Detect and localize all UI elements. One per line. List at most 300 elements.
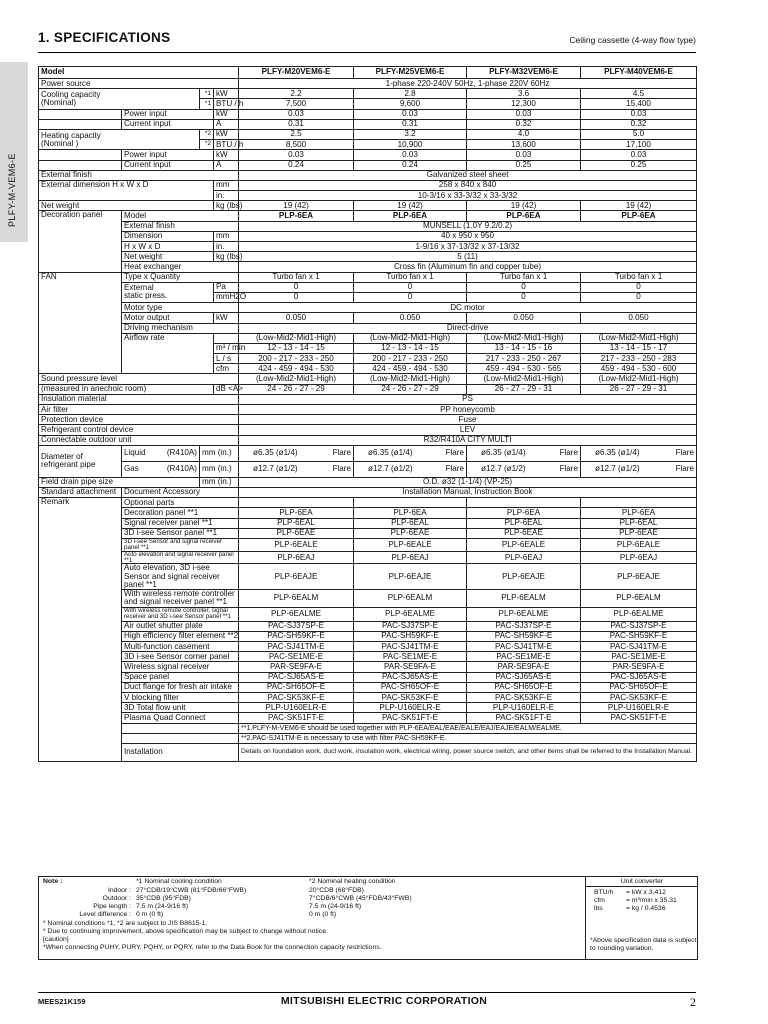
- value-cell: 0.03: [467, 109, 581, 119]
- decoration-dim-in-row: [39, 242, 697, 252]
- value-cell: 200 - 217 - 233 - 250: [239, 354, 354, 364]
- unit: mmH2O: [214, 292, 239, 302]
- value-cell: 0.24: [354, 160, 467, 170]
- value-cell: 0: [467, 292, 581, 302]
- pipe-cell: [467, 461, 581, 477]
- optional-part-row: [39, 703, 697, 713]
- fan-airflow-header-row: [39, 333, 697, 343]
- part-value: PAC-SH65OF-E: [239, 682, 354, 692]
- value-cell: 0.24: [239, 160, 354, 170]
- value-cell: (Low-Mid2-Mid1-High): [467, 333, 581, 343]
- part-value: PLP-6EALE: [467, 538, 581, 551]
- pipe-connection: Flare: [675, 448, 695, 458]
- remark-note-row: [39, 723, 697, 733]
- part-value: PAC-SK53KF-E: [581, 693, 697, 703]
- cooling-condition: 7.5 m (24-9/16 ft): [136, 903, 189, 910]
- row-label: Connectable outdoor unit: [39, 435, 239, 445]
- part-value: PAC-SH65OF-E: [581, 682, 697, 692]
- part-name: 3D i-see Sensor panel **1: [122, 528, 239, 538]
- value-cell: 459 - 494 - 530 - 600: [581, 364, 697, 374]
- empty-cell: [354, 498, 467, 508]
- optional-part-row: [39, 672, 697, 682]
- row-value: 10-3/16 x 33-3/32 x 33-3/32: [239, 191, 697, 201]
- part-value: PAC-SK53KF-E: [354, 693, 467, 703]
- row-label: Motor type: [122, 303, 239, 313]
- part-value: PAC-SJ41TM-E: [239, 642, 354, 652]
- value-cell: 0.050: [354, 313, 467, 323]
- fan-esp-pa-row: [39, 282, 697, 292]
- pipe-connection: Flare: [445, 448, 465, 458]
- remark-note: **1.PLFY-M-VEM6-E should be used together with PLP-6EA/EAL/EAE/EALE/EAJ/EAJE/EALM/EALME.: [239, 723, 697, 733]
- part-name: Wireless signal receiver: [122, 662, 239, 672]
- label-line: (Nominal): [41, 97, 77, 107]
- value-cell: 0.32: [467, 119, 581, 129]
- unit: mm (in.): [200, 445, 239, 461]
- part-name: Signal receiver panel **1: [122, 518, 239, 528]
- value-cell: 15,400: [581, 99, 697, 109]
- condition-label: Pipe length :: [93, 903, 131, 910]
- unit: BTU / h: [214, 140, 239, 150]
- optional-part-row: [39, 551, 697, 564]
- part-value: PAC-SK51FT-E: [239, 713, 354, 723]
- converter-unit: BTU/h: [594, 889, 614, 896]
- value-cell: 26 - 27 - 29 - 31: [581, 384, 697, 394]
- label-line: Cooling capacity: [41, 89, 101, 99]
- value-cell: 19 (42): [581, 201, 697, 211]
- cooling-power-row: [39, 109, 697, 119]
- heating-condition-title: *2 Nominal heating condition: [309, 878, 396, 885]
- part-value: PLP-6EALM: [581, 589, 697, 607]
- row-label: Optional parts: [122, 498, 239, 508]
- value-cell: 13,600: [467, 140, 581, 150]
- value-cell: 3.2: [354, 129, 467, 139]
- part-value: PAC-SE1ME-E: [239, 652, 354, 662]
- model-header: PLFY-M40VEM6-E: [581, 67, 697, 79]
- pipe-connection: Flare: [332, 464, 352, 474]
- unit-converter: [585, 877, 698, 959]
- value-cell: 0.31: [239, 119, 354, 129]
- part-value: PLP-6EA: [581, 508, 697, 518]
- part-value: PAC-SK53KF-E: [239, 693, 354, 703]
- value-cell: PLP-6EA: [467, 211, 581, 221]
- row-label: Current input: [122, 160, 214, 170]
- pipe-connection: Flare: [559, 464, 579, 474]
- unit: kW: [214, 150, 239, 160]
- value-cell: 0.03: [581, 150, 697, 160]
- row-label: Airflow rate: [122, 333, 214, 374]
- row-value: 5 (11): [239, 252, 697, 262]
- part-value: PLP-6EAJ: [239, 551, 354, 564]
- part-value: PAC-SJ41TM-E: [467, 642, 581, 652]
- part-value: PAC-SJ41TM-E: [354, 642, 467, 652]
- part-value: PLP-U160ELR-E: [239, 703, 354, 713]
- row-label: Standard attachment: [39, 487, 122, 497]
- heating-condition: 7.5 m (24-9/16 ft): [309, 903, 362, 910]
- value-cell: 0: [239, 282, 354, 292]
- value-cell: 0: [581, 282, 697, 292]
- part-name: Air outlet shutter plate: [122, 621, 239, 631]
- part-value: PAC-SJ37SP-E: [581, 621, 697, 631]
- pipe-type-label: Liquid: [124, 448, 146, 458]
- label-line: (Nominal ): [41, 138, 79, 148]
- value-cell: 0: [354, 282, 467, 292]
- pipe-size: ø6.35 (ø1/4): [368, 448, 413, 458]
- esp-label: [122, 282, 214, 302]
- part-value: PAC-SH59KF-E: [581, 631, 697, 641]
- cooling-condition: 27°CDB/19°CWB (81°FDB/66°FWB): [136, 887, 247, 894]
- pipe-cell: [239, 461, 354, 477]
- row-value: 40 x 950 x 950: [239, 231, 697, 241]
- row-label: Driving mechanism: [122, 323, 239, 333]
- value-cell: 0.03: [354, 109, 467, 119]
- value-cell: 217 - 233 - 250 - 283: [581, 354, 697, 364]
- page-number: 2: [690, 995, 696, 1009]
- value-cell: 0: [239, 292, 354, 302]
- heat-exchanger-row: [39, 262, 697, 272]
- footer-rule: [38, 992, 696, 993]
- part-name: 3D i-see Sensor and signal receiver panel **1: [122, 538, 239, 551]
- note-ref: *1: [200, 99, 214, 109]
- part-value: PLP-6EALME: [354, 607, 467, 621]
- part-value: PAC-SJ37SP-E: [239, 621, 354, 631]
- label-line: Diameter of: [41, 452, 83, 462]
- optional-part-row: [39, 662, 697, 672]
- footnote: [caution]: [43, 936, 69, 943]
- value-cell: (Low-Mid2-Mid1-High): [239, 374, 354, 384]
- pipe-type: [122, 445, 200, 461]
- part-value: PLP-U160ELR-E: [467, 703, 581, 713]
- value-cell: 19 (42): [239, 201, 354, 211]
- part-value: PAC-SH59KF-E: [239, 631, 354, 641]
- empty-cell: [581, 498, 697, 508]
- row-value: 1-9/16 x 37-13/32 x 37-13/32: [239, 242, 697, 252]
- heating-condition: 0 m (0 ft): [309, 911, 337, 918]
- part-value: PAC-SE1ME-E: [354, 652, 467, 662]
- value-cell: 4.0: [467, 129, 581, 139]
- part-name: Space panel: [122, 672, 239, 682]
- part-name: 3D i-see Sensor corner panel: [122, 652, 239, 662]
- part-value: PAC-SH65OF-E: [467, 682, 581, 692]
- part-value: PLP-6EAL: [581, 518, 697, 528]
- side-tab: [0, 62, 28, 242]
- pipe-type: [122, 461, 200, 477]
- part-value: PLP-6EALM: [467, 589, 581, 607]
- condition-label: Level difference :: [79, 911, 131, 918]
- value-cell: 424 - 459 - 494 - 530: [354, 364, 467, 374]
- part-value: PLP-6EA: [467, 508, 581, 518]
- row-value: 1-phase 220-240V 50Hz, 1-phase 220V 60Hz: [239, 79, 697, 89]
- part-value: PAC-SJ65AS-E: [467, 672, 581, 682]
- company-name: MITSUBISHI ELECTRIC CORPORATION: [280, 995, 488, 1007]
- optional-part-row: [39, 589, 697, 607]
- value-cell: 459 - 494 - 530 - 565: [467, 364, 581, 374]
- value-cell: 0.03: [239, 109, 354, 119]
- part-value: PAR-SE9FA-E: [354, 662, 467, 672]
- part-value: PLP-6EAL: [239, 518, 354, 528]
- pipe-cell: [239, 445, 354, 461]
- refrigerant-ref: (R410A): [166, 464, 197, 474]
- value-cell: (Low-Mid2-Mid1-High): [354, 374, 467, 384]
- value-cell: 2.8: [354, 89, 467, 99]
- part-value: PAC-SK53KF-E: [467, 693, 581, 703]
- value-cell: 0: [581, 292, 697, 302]
- value-cell: Turbo fan x 1: [239, 272, 354, 282]
- part-name: Duct flange for fresh air intake: [122, 682, 239, 692]
- value-cell: Turbo fan x 1: [467, 272, 581, 282]
- remark-note-row: [39, 733, 697, 743]
- label-line: static press.: [124, 291, 168, 301]
- value-cell: 0.03: [354, 150, 467, 160]
- unit: kg (lbs): [214, 252, 239, 262]
- row-label: Power input: [122, 150, 214, 160]
- value-cell: 0.050: [581, 313, 697, 323]
- row-value: O.D. ø32 (1-1/4) (VP-25): [239, 477, 697, 487]
- value-cell: 17,100: [581, 140, 697, 150]
- sound-values-row: [39, 384, 697, 394]
- pipe-size: ø12.7 (ø1/2): [481, 464, 526, 474]
- row-label: FAN: [39, 272, 122, 374]
- note-ref: *1: [200, 89, 214, 99]
- fan-driving-row: [39, 323, 697, 333]
- part-value: PLP-6EALM: [354, 589, 467, 607]
- part-value: PAC-SJ65AS-E: [239, 672, 354, 682]
- row-label: Net weight: [39, 201, 214, 211]
- part-value: PLP-6EAE: [354, 528, 467, 538]
- label-line: Heating capacity: [41, 130, 101, 140]
- row-label: Model: [122, 211, 239, 221]
- row-label: Sound pressure level: [39, 374, 239, 384]
- model-row: [39, 67, 697, 79]
- converter-unit: cfm: [594, 897, 605, 904]
- heating-kw-row: [39, 129, 697, 139]
- optional-part-row: [39, 518, 697, 528]
- condition-label: Indoor :: [107, 887, 131, 894]
- value-cell: 0.050: [467, 313, 581, 323]
- refrigerant-ref: (R410A): [166, 448, 197, 458]
- unit: L / s: [214, 354, 239, 364]
- heating-current-row: [39, 160, 697, 170]
- cooling-condition-title: *1 Nominal cooling condition: [136, 878, 222, 885]
- unit: in.: [214, 191, 239, 201]
- notes-label: Note :: [43, 878, 63, 885]
- power-source-row: [39, 79, 697, 89]
- pipe-connection: Flare: [675, 464, 695, 474]
- row-label: Power input: [122, 109, 214, 119]
- part-value: PAC-SJ37SP-E: [467, 621, 581, 631]
- row-value: MUNSELL (1.0Y 9.2/0.2): [239, 221, 697, 231]
- part-name: High efficiency filter element **2: [122, 631, 239, 641]
- installation-row: [39, 743, 697, 761]
- value-cell: 24 - 26 - 27 - 29: [239, 384, 354, 394]
- document-code: MEES21K159: [38, 997, 86, 1006]
- row-value: Fuse: [239, 415, 697, 425]
- part-value: PLP-6EAE: [581, 528, 697, 538]
- value-cell: Turbo fan x 1: [354, 272, 467, 282]
- value-cell: 4.5: [581, 89, 697, 99]
- footnote: * Due to continuing improvement, above specification may be subject to change without notice.: [43, 928, 328, 935]
- converter-unit: lbs: [594, 905, 603, 912]
- part-value: PLP-6EAJ: [354, 551, 467, 564]
- value-cell: (Low-Mid2-Mid1-High): [467, 374, 581, 384]
- model-header: PLFY-M25VEM6-E: [354, 67, 467, 79]
- pipe-cell: [467, 445, 581, 461]
- part-value: PAC-SJ65AS-E: [354, 672, 467, 682]
- row-label: Current input: [122, 119, 214, 129]
- row-value: LEV: [239, 425, 697, 435]
- external-finish-row: [39, 170, 697, 180]
- part-value: PAR-SE9FA-E: [239, 662, 354, 672]
- part-value: PLP-6EAL: [354, 518, 467, 528]
- value-cell: (Low-Mid2-Mid1-High): [354, 333, 467, 343]
- value-cell: 0.03: [581, 109, 697, 119]
- air-filter-row: [39, 405, 697, 415]
- part-value: PAC-SK51FT-E: [354, 713, 467, 723]
- empty-cell: [39, 109, 122, 119]
- cooling-capacity-label: [39, 89, 200, 109]
- value-cell: 26 - 27 - 29 - 31: [467, 384, 581, 394]
- part-name: Auto elevation, 3D i-see Sensor and signal receiver panel **1: [122, 564, 239, 589]
- value-cell: PLP-6EA: [239, 211, 354, 221]
- row-value: Cross fin (Aluminum fin and copper tube): [239, 262, 697, 272]
- optional-part-row: [39, 682, 697, 692]
- note-ref: *2: [200, 129, 214, 139]
- row-label: Power source: [39, 79, 239, 89]
- part-value: PLP-U160ELR-E: [581, 703, 697, 713]
- header-rule: [38, 52, 696, 53]
- spec-table: [38, 66, 697, 762]
- part-value: PAC-SJ37SP-E: [354, 621, 467, 631]
- label-line: refrigerant pipe: [41, 460, 96, 470]
- page-subtitle: Ceiling cassette (4-way flow type): [569, 35, 696, 45]
- value-cell: 424 - 459 - 494 - 530: [239, 364, 354, 374]
- empty-cell: [39, 160, 122, 170]
- converter-formula: = kg / 0.4536: [626, 905, 666, 912]
- optional-parts-header-row: [39, 498, 697, 508]
- heating-power-row: [39, 150, 697, 160]
- pipe-size: ø12.7 (ø1/2): [253, 464, 298, 474]
- value-cell: 24 - 26 - 27 - 29: [354, 384, 467, 394]
- value-cell: PLP-6EA: [354, 211, 467, 221]
- value-cell: 0.25: [581, 160, 697, 170]
- unit: mm: [214, 231, 239, 241]
- unit: [214, 333, 239, 343]
- value-cell: 3.6: [467, 89, 581, 99]
- row-label: Air filter: [39, 405, 239, 415]
- value-cell: 13 - 14 - 15 - 17: [581, 343, 697, 353]
- pipe-cell: [354, 461, 467, 477]
- decoration-finish-row: [39, 221, 697, 231]
- cooling-current-row: [39, 119, 697, 129]
- unit: BTU / h: [214, 99, 239, 109]
- net-weight-row: [39, 201, 697, 211]
- unit: kW: [214, 109, 239, 119]
- part-value: PLP-6EA: [354, 508, 467, 518]
- spec-table-body: [39, 67, 697, 762]
- side-tab-label: PLFY-M-VEM6-E: [7, 153, 17, 227]
- decoration-model-row: [39, 211, 697, 221]
- note-ref: *2: [200, 140, 214, 150]
- part-value: PAC-SH59KF-E: [354, 631, 467, 641]
- empty-cell: [122, 723, 239, 733]
- row-label: External finish: [39, 170, 239, 180]
- value-cell: 12,300: [467, 99, 581, 109]
- remark-note: **2.PAC-SJ41TM-E is necessary to use with filter PAC-SH59KF-E.: [239, 733, 697, 743]
- part-value: PLP-6EAJE: [581, 564, 697, 589]
- value-cell: 9,600: [354, 99, 467, 109]
- part-value: PAC-SJ41TM-E: [581, 642, 697, 652]
- part-name: Auto elevation and signal receiver panel **1: [122, 551, 239, 564]
- part-value: PAC-SE1ME-E: [581, 652, 697, 662]
- part-value: PLP-6EAJE: [467, 564, 581, 589]
- model-label: Model: [39, 67, 239, 79]
- footnote: * Nominal conditions *1, *2 are subject to JIS B8615-1.: [43, 920, 208, 927]
- refrigerant-control-row: [39, 425, 697, 435]
- part-value: PLP-6EAE: [239, 528, 354, 538]
- pipe-size: ø12.7 (ø1/2): [595, 464, 640, 474]
- row-value: DC motor: [239, 303, 697, 313]
- row-label: H x W x D: [122, 242, 214, 252]
- value-cell: 0: [467, 282, 581, 292]
- value-cell: 12 - 13 - 14 - 15: [239, 343, 354, 353]
- pipe-connection: Flare: [332, 448, 352, 458]
- value-cell: 19 (42): [354, 201, 467, 211]
- fan-motor-type-row: [39, 303, 697, 313]
- unit: in.: [214, 242, 239, 252]
- unit: kW: [214, 313, 239, 323]
- heating-condition: 7°CDB/6°CWB (45°FDB/43°FWB): [309, 895, 412, 902]
- row-label: Protection device: [39, 415, 239, 425]
- standard-attachment-row: [39, 487, 697, 497]
- remark-label: Remark: [39, 498, 122, 762]
- pipe-size: ø6.35 (ø1/4): [595, 448, 640, 458]
- unit: mm (in.): [200, 477, 239, 487]
- unit: dB <A>: [214, 384, 239, 394]
- empty-cell: [122, 733, 239, 743]
- row-label: (measured in anechoic room): [39, 384, 214, 394]
- decoration-weight-row: [39, 252, 697, 262]
- row-label: Refrigerant control device: [39, 425, 239, 435]
- part-value: PAC-SK51FT-E: [581, 713, 697, 723]
- value-cell: 19 (42): [467, 201, 581, 211]
- part-value: PLP-6EAJE: [354, 564, 467, 589]
- optional-part-row: [39, 508, 697, 518]
- row-label: Net weight: [122, 252, 214, 262]
- part-value: PLP-6EAL: [467, 518, 581, 528]
- value-cell: (Low-Mid2-Mid1-High): [581, 333, 697, 343]
- unit: A: [214, 119, 239, 129]
- part-value: PLP-6EALME: [581, 607, 697, 621]
- decoration-dim-mm-row: [39, 231, 697, 241]
- cooling-condition: 0 m (0 ft): [136, 911, 164, 918]
- model-header: PLFY-M32VEM6-E: [467, 67, 581, 79]
- protection-row: [39, 415, 697, 425]
- part-value: PLP-6EALE: [239, 538, 354, 551]
- unit: Pa: [214, 282, 239, 292]
- unit: kW: [214, 89, 239, 99]
- installation-text: Details on foundation work, duct work, insulation work, electrical wiring, power source switch, and other items shall be referred to the Installation Manual.: [239, 743, 697, 761]
- value-cell: 0.31: [354, 119, 467, 129]
- value-cell: (Low-Mid2-Mid1-High): [239, 333, 354, 343]
- value-cell: 2.2: [239, 89, 354, 99]
- unit: kW: [214, 129, 239, 139]
- part-value: PAR-SE9FA-E: [581, 662, 697, 672]
- cooling-condition: 35°CDB (95°FDB): [136, 895, 191, 902]
- pipe-connection: Flare: [559, 448, 579, 458]
- row-label: Insulation material: [39, 394, 239, 404]
- condition-label: Outdoor :: [102, 895, 131, 902]
- pipe-cell: [581, 445, 697, 461]
- row-value: PS: [239, 394, 697, 404]
